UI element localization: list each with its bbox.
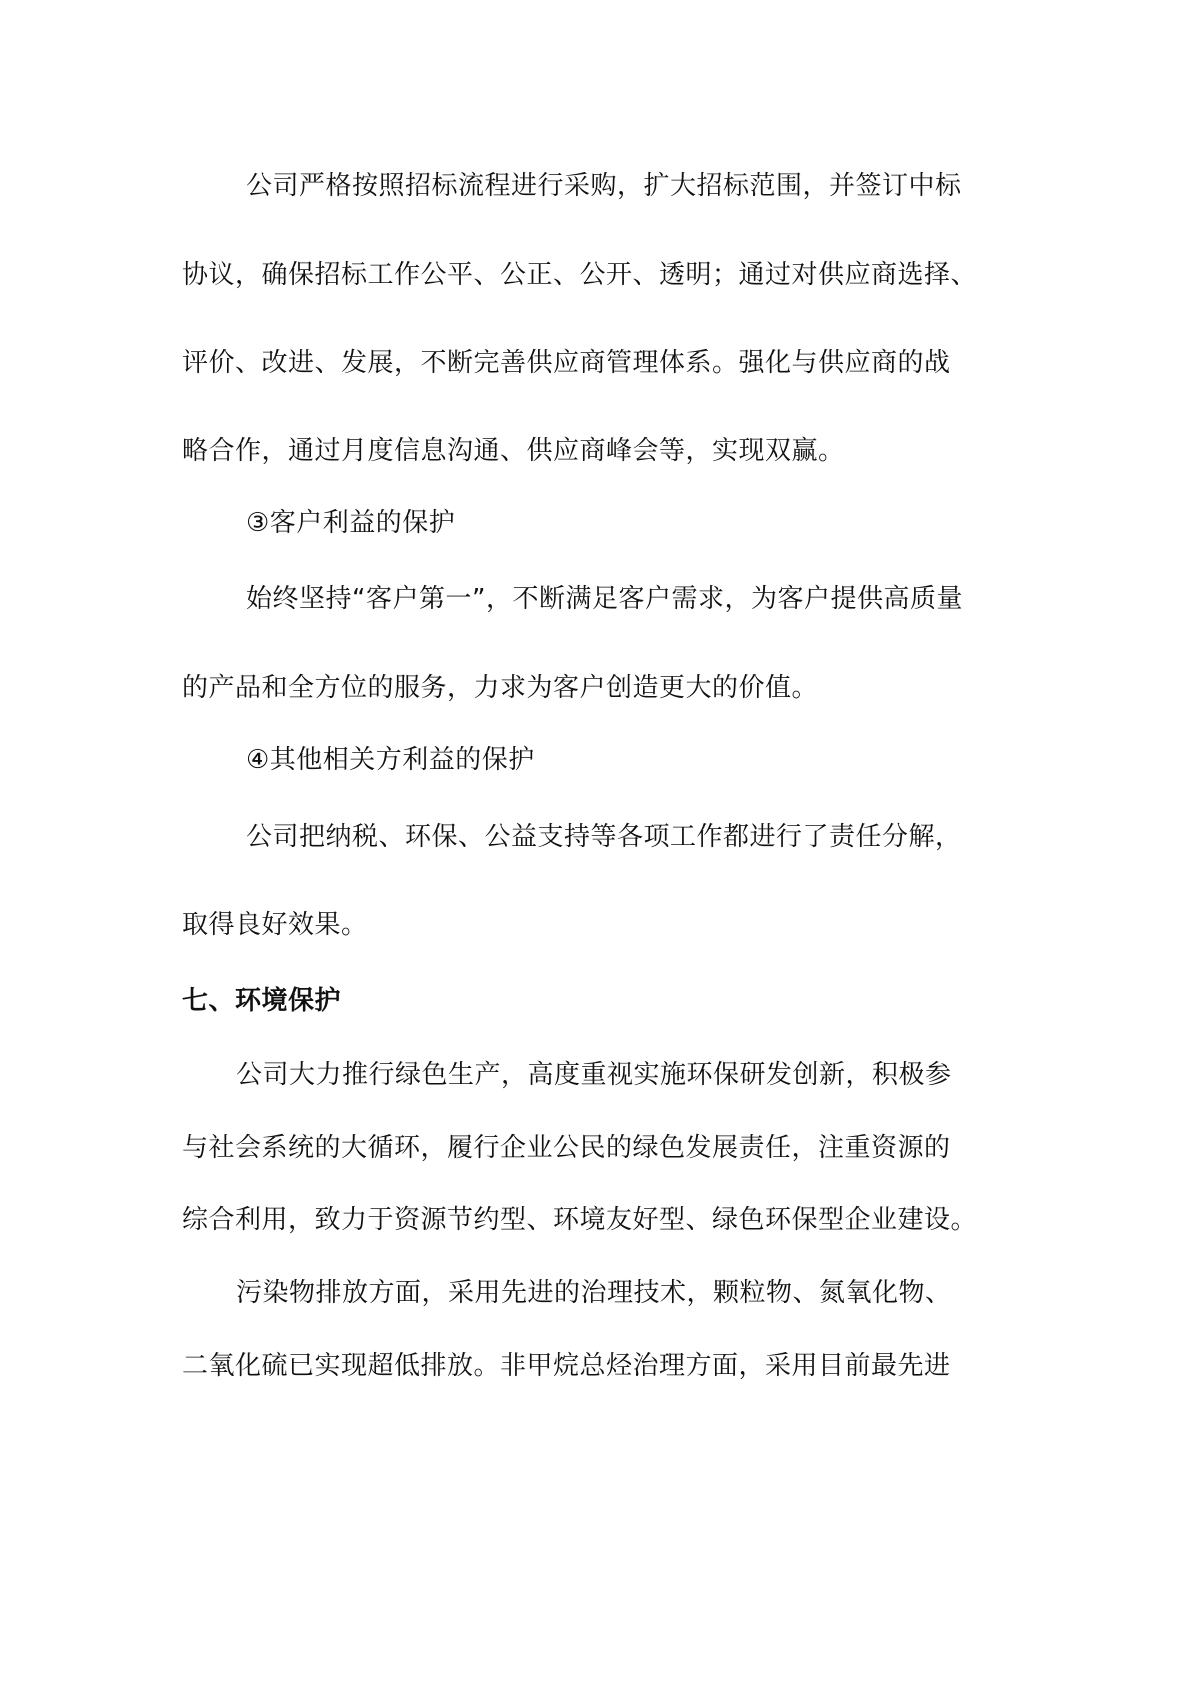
paragraph-line: 污染物排放方面，采用先进的治理技术，颗粒物、氮氧化物、: [236, 1278, 952, 1308]
paragraph-line: 略合作，通过月度信息沟通、供应商峰会等，实现双赢。: [182, 436, 845, 466]
paragraph-line: 取得良好效果。: [182, 910, 368, 940]
subsection-heading: ④其他相关方利益的保护: [246, 745, 535, 775]
paragraph-line: 协议，确保招标工作公平、公正、公开、透明；通过对供应商选择、: [182, 260, 978, 290]
paragraph-line: 评价、改进、发展，不断完善供应商管理体系。强化与供应商的战: [182, 348, 951, 378]
paragraph-line: 与社会系统的大循环，履行企业公民的绿色发展责任，注重资源的: [182, 1133, 951, 1163]
paragraph-line: 公司严格按照招标流程进行采购，扩大招标范围，并签订中标: [246, 171, 962, 201]
section-heading: 七、环境保护: [182, 986, 342, 1016]
paragraph-line: 始终坚持“客户第一”，不断满足客户需求，为客户提供高质量: [246, 584, 963, 614]
paragraph-line: 公司把纳税、环保、公益支持等各项工作都进行了责任分解，: [246, 822, 962, 852]
subsection-heading: ③客户利益的保护: [246, 508, 456, 538]
paragraph-line: 的产品和全方位的服务，力求为客户创造更大的价值。: [182, 673, 819, 703]
paragraph-line: 综合利用，致力于资源节约型、环境友好型、绿色环保型企业建设。: [182, 1205, 978, 1235]
paragraph-line: 二氧化硫已实现超低排放。非甲烷总烃治理方面，采用目前最先进: [182, 1351, 951, 1381]
paragraph-line: 公司大力推行绿色生产，高度重视实施环保研发创新，积极参: [236, 1060, 952, 1090]
